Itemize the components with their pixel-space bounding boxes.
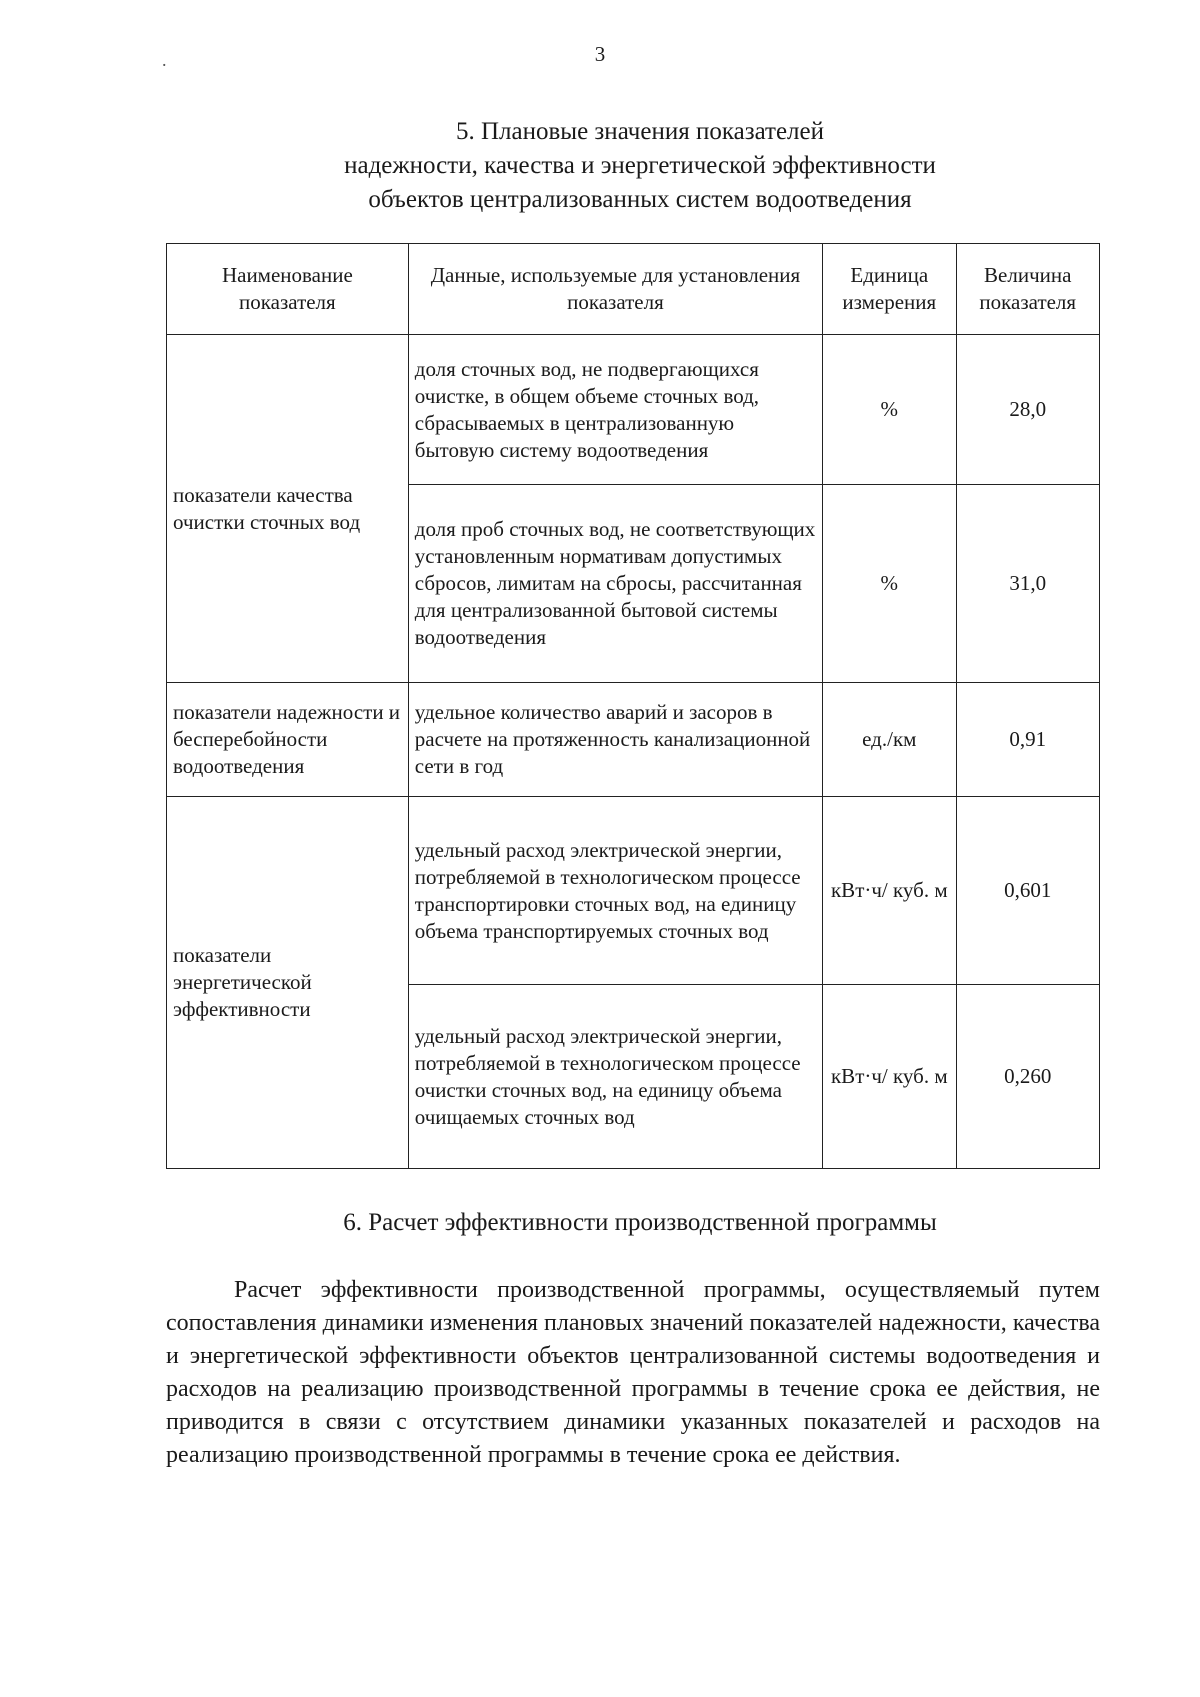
- section-5-title-line-2: надежности, качества и энергетической эффективности: [344, 152, 936, 179]
- row-value: 31,0: [956, 485, 1099, 683]
- section-6-paragraph: Расчет эффективности производственной программы, осуществляемый путем сопоставления динамики изменения плановых значений показателей надежности, качества и энергетической эффективности объектов централизованной системы водоотведения и расходов на реализацию производственной программы в течение срока ее действия, не приводится в связи с отсутствием динамики указанных показателей и расходов на реализацию производственной программы в течение срока ее действия.: [166, 1277, 1100, 1468]
- section-5-title: [160, 115, 1120, 217]
- indicators-table: [166, 243, 1100, 1169]
- row-value: 0,601: [956, 797, 1099, 985]
- row-unit: %: [823, 485, 956, 683]
- row-description: удельный расход электрической энергии, потребляемой в технологическом процессе транспортировки сточных вод, на единицу объема транспортируемых сточных вод: [408, 797, 822, 985]
- row-unit: кВт·ч/ куб. м: [823, 797, 956, 985]
- table-header-row: [167, 244, 1100, 335]
- row-value: 0,91: [956, 683, 1099, 797]
- table-row: [167, 797, 1100, 985]
- row-description: доля сточных вод, не подвергающихся очистке, в общем объеме сточных вод, сбрасываемых в централизованную бытовую систему водоотведения: [408, 335, 822, 485]
- row-value: 28,0: [956, 335, 1099, 485]
- scan-dot: .: [162, 50, 167, 70]
- table-row: [167, 683, 1100, 797]
- page-number: 3: [594, 42, 606, 66]
- row-unit: ед./км: [823, 683, 956, 797]
- section-6-title: 6. Расчет эффективности производственной программы: [343, 1209, 937, 1236]
- row-unit: кВт·ч/ куб. м: [823, 985, 956, 1169]
- row-description: доля проб сточных вод, не соответствующих установленным нормативам допустимых сбросов, лимитам на сбросы, рассчитанная для централизованной бытовой системы водоотведения: [408, 485, 822, 683]
- section-5-title-line-3: объектов централизованных систем водоотведения: [368, 186, 912, 213]
- header-unit: Единица измерения: [823, 244, 956, 335]
- group-reliability: показатели надежности и бесперебойности водоотведения: [167, 683, 409, 797]
- header-value: Величина показателя: [956, 244, 1099, 335]
- group-quality: показатели качества очистки сточных вод: [167, 335, 409, 683]
- section-5-title-line-1: 5. Плановые значения показателей: [455, 118, 825, 145]
- table-row: [167, 335, 1100, 485]
- header-source-data: Данные, используемые для установления показателя: [408, 244, 822, 335]
- group-energy-efficiency: показатели энергетической эффективности: [167, 797, 409, 1169]
- header-indicator-name: Наименование показателя: [167, 244, 409, 335]
- row-description: удельный расход электрической энергии, потребляемой в технологическом процессе очистки сточных вод, на единицу объема очищаемых сточных вод: [408, 985, 822, 1169]
- row-description: удельное количество аварий и засоров в расчете на протяженность канализационной сети в год: [408, 683, 822, 797]
- row-unit: %: [823, 335, 956, 485]
- row-value: 0,260: [956, 985, 1099, 1169]
